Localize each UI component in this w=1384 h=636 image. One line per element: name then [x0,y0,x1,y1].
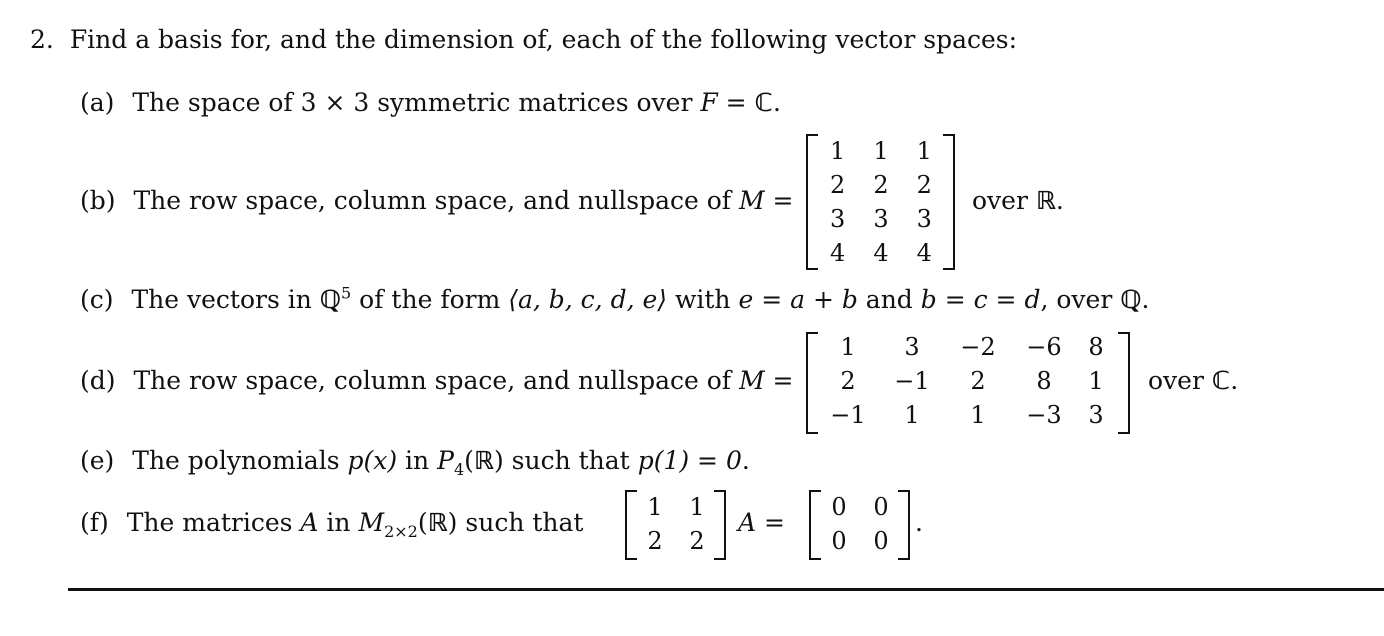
matrix-d [816,330,1116,432]
matrix-entry: 2 [689,527,705,555]
part-b [80,186,794,216]
matrix-entry: 4 [873,239,889,267]
matrix-entry: 3 [916,205,932,233]
part-d [80,366,794,396]
matrix-entry: −2 [960,333,996,361]
matrix-entry: −1 [830,401,866,429]
matrix-d-right-bracket [1118,332,1130,434]
matrix-entry: 1 [840,333,856,361]
matrix-entry: −6 [1026,333,1062,361]
matrix-entry: −3 [1026,401,1062,429]
matrix-entry: 0 [831,493,847,521]
part-f [80,508,584,541]
matrix-b-right-bracket [943,134,955,270]
matrix-entry: 3 [830,205,846,233]
matrix-f2-right-bracket [898,490,910,560]
matrix-entry: 2 [830,171,846,199]
part-c [80,285,1149,315]
matrix-entry: 2 [840,367,856,395]
part-f-period: . [915,508,923,537]
part-d-label: (d) [80,366,116,395]
part-d-tail: over ℂ. [1148,366,1239,395]
matrix-entry: 3 [873,205,889,233]
matrix-entry: 8 [1088,333,1104,361]
matrix-f2 [818,490,902,558]
problem-statement [30,25,1017,55]
matrix-entry: 1 [904,401,920,429]
matrix-entry: 2 [873,171,889,199]
matrix-entry: 8 [1036,367,1052,395]
matrix-f1 [634,490,718,558]
part-f-text: The matrices A in $M_{2\times 2}(ℝ)$ such that [126,508,584,541]
problem-number: 2. [30,25,54,54]
part-b-label: (b) [80,186,116,215]
matrix-f1-right-bracket [714,490,726,560]
horizontal-rule [68,588,1384,591]
part-e-text: The polynomials p(x) in $P_4(ℝ)$ such that p(1) = 0. [132,446,750,479]
part-a-text: The space of 3 × 3 symmetric matrices over F = ℂ. [132,88,781,117]
matrix-entry: 2 [647,527,663,555]
part-b-text: The row space, column space, and nullspace of M = [133,186,794,215]
part-c-label: (c) [80,285,114,314]
part-a [80,88,781,118]
matrix-entry: 1 [916,137,932,165]
matrix-entry: 1 [1088,367,1104,395]
matrix-entry: 4 [830,239,846,267]
matrix-b [816,134,946,270]
problem-text: Find a basis for, and the dimension of, each of the following vector spaces: [69,25,1018,54]
matrix-entry: −1 [894,367,930,395]
matrix-entry: 1 [970,401,986,429]
part-b-tail: over ℝ. [972,186,1064,215]
matrix-entry: 1 [830,137,846,165]
matrix-entry: 1 [873,137,889,165]
part-c-text: The vectors in ℚ$^5$ of the form ⟨a, b, c, d, e⟩ with e = a + b and b = c = d, over ℚ. [131,283,1150,314]
part-a-label: (a) [80,88,115,117]
matrix-entry: 0 [873,493,889,521]
matrix-entry: 3 [1088,401,1104,429]
part-f-label: (f) [80,508,109,537]
matrix-entry: 1 [647,493,663,521]
matrix-entry: 2 [970,367,986,395]
part-d-text: The row space, column space, and nullspace of M = [133,366,794,395]
matrix-entry: 0 [873,527,889,555]
matrix-entry: 3 [904,333,920,361]
matrix-entry: 0 [831,527,847,555]
matrix-entry: 2 [916,171,932,199]
part-f-equation: A = [738,508,785,537]
part-e-label: (e) [80,446,115,475]
matrix-entry: 4 [916,239,932,267]
part-e [80,446,750,479]
matrix-entry: 1 [689,493,705,521]
